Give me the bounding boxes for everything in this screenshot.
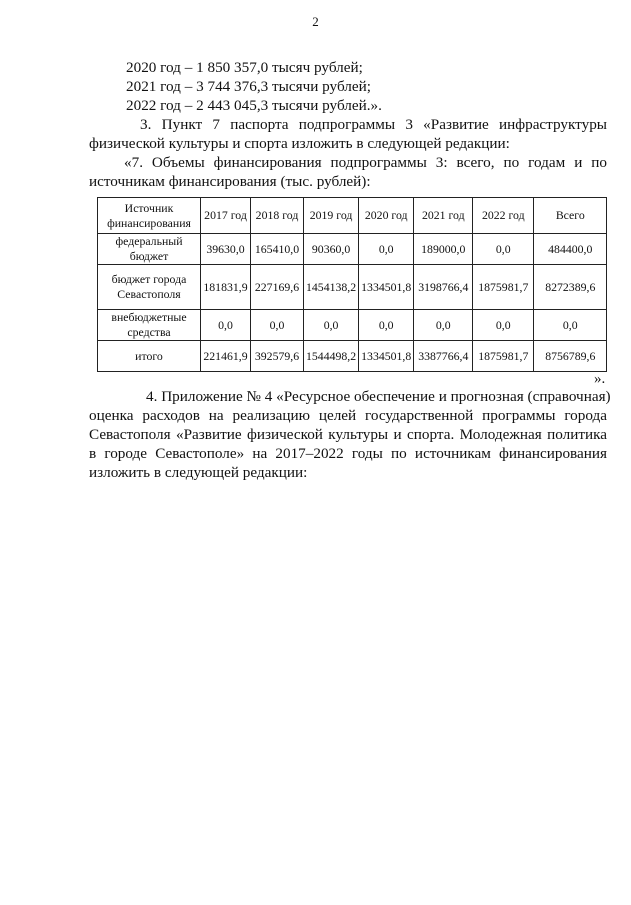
table-cell: 484400,0 bbox=[534, 234, 607, 265]
table-cell: 8756789,6 bbox=[534, 341, 607, 372]
table-cell: 39630,0 bbox=[201, 234, 251, 265]
closing-quote: ». bbox=[594, 371, 606, 387]
table-cell: 0,0 bbox=[251, 310, 304, 341]
column-header: 2019 год bbox=[304, 198, 359, 234]
row-source: бюджет города Севастополя bbox=[98, 265, 201, 310]
table-cell: 165410,0 bbox=[251, 234, 304, 265]
table-total-row bbox=[98, 341, 607, 372]
paragraph-line: «7. Объемы финансирования подпрограммы 3: всего, по годам и по bbox=[124, 154, 607, 171]
table-header-row bbox=[98, 198, 607, 234]
paragraph-line: оценка расходов на реализацию целей государственной программы города bbox=[89, 407, 607, 424]
paragraph-item-4 bbox=[89, 387, 611, 482]
table-cell: 8272389,6 bbox=[534, 265, 607, 310]
table-cell: 0,0 bbox=[359, 310, 414, 341]
paragraph-line: 4. Приложение № 4 «Ресурсное обеспечение и прогнозная (справочная) bbox=[146, 388, 611, 405]
table-cell: 0,0 bbox=[359, 234, 414, 265]
amount-line: 2021 год – 3 744 376,3 тысячи рублей; bbox=[126, 78, 371, 95]
table-cell: 0,0 bbox=[414, 310, 473, 341]
paragraph-item-3 bbox=[89, 115, 607, 191]
table-cell: 227169,6 bbox=[251, 265, 304, 310]
table-row bbox=[98, 310, 607, 341]
table-cell: 392579,6 bbox=[251, 341, 304, 372]
amount-line: 2022 год – 2 443 045,3 тысячи рублей.». bbox=[126, 97, 382, 114]
paragraph-line: источникам финансирования (тыс. рублей): bbox=[89, 173, 371, 190]
table-cell: 1334501,8 bbox=[359, 265, 414, 310]
table-cell: 3198766,4 bbox=[414, 265, 473, 310]
table-cell: 90360,0 bbox=[304, 234, 359, 265]
column-header: 2020 год bbox=[359, 198, 414, 234]
table-row bbox=[98, 234, 607, 265]
paragraph-line: в городе Севастополе» на 2017–2022 годы по источникам финансирования bbox=[89, 445, 607, 462]
column-header: 2017 год bbox=[201, 198, 251, 234]
financing-table bbox=[97, 197, 607, 372]
table-cell: 0,0 bbox=[473, 234, 534, 265]
funding-amounts bbox=[126, 58, 607, 115]
table-cell: 1544498,2 bbox=[304, 341, 359, 372]
table-row bbox=[98, 265, 607, 310]
table-cell: 3387766,4 bbox=[414, 341, 473, 372]
paragraph-line: Севастополя «Развитие физической культуры и спорта. Молодежная политика bbox=[89, 426, 607, 443]
table-cell: 181831,9 bbox=[201, 265, 251, 310]
table-cell: 1875981,7 bbox=[473, 341, 534, 372]
row-source: итого bbox=[98, 341, 201, 372]
column-header: 2018 год bbox=[251, 198, 304, 234]
column-header: Источник финансирования bbox=[98, 198, 201, 234]
table-cell: 0,0 bbox=[473, 310, 534, 341]
column-header: 2022 год bbox=[473, 198, 534, 234]
column-header: 2021 год bbox=[414, 198, 473, 234]
page-number: 2 bbox=[312, 14, 319, 29]
paragraph-line: 3. Пункт 7 паспорта подпрограммы 3 «Развитие инфраструктуры bbox=[140, 116, 607, 133]
table-cell: 189000,0 bbox=[414, 234, 473, 265]
table-cell: 1454138,2 bbox=[304, 265, 359, 310]
paragraph-line: изложить в следующей редакции: bbox=[89, 464, 308, 481]
amount-line: 2020 год – 1 850 357,0 тысяч рублей; bbox=[126, 59, 363, 76]
row-source: внебюджетные средства bbox=[98, 310, 201, 341]
paragraph-line: физической культуры и спорта изложить в следующей редакции: bbox=[89, 135, 510, 152]
table-cell: 1875981,7 bbox=[473, 265, 534, 310]
table-cell: 221461,9 bbox=[201, 341, 251, 372]
table-cell: 0,0 bbox=[534, 310, 607, 341]
row-source: федеральный бюджет bbox=[98, 234, 201, 265]
column-header: Всего bbox=[534, 198, 607, 234]
table-cell: 0,0 bbox=[304, 310, 359, 341]
table-cell: 1334501,8 bbox=[359, 341, 414, 372]
table-cell: 0,0 bbox=[201, 310, 251, 341]
